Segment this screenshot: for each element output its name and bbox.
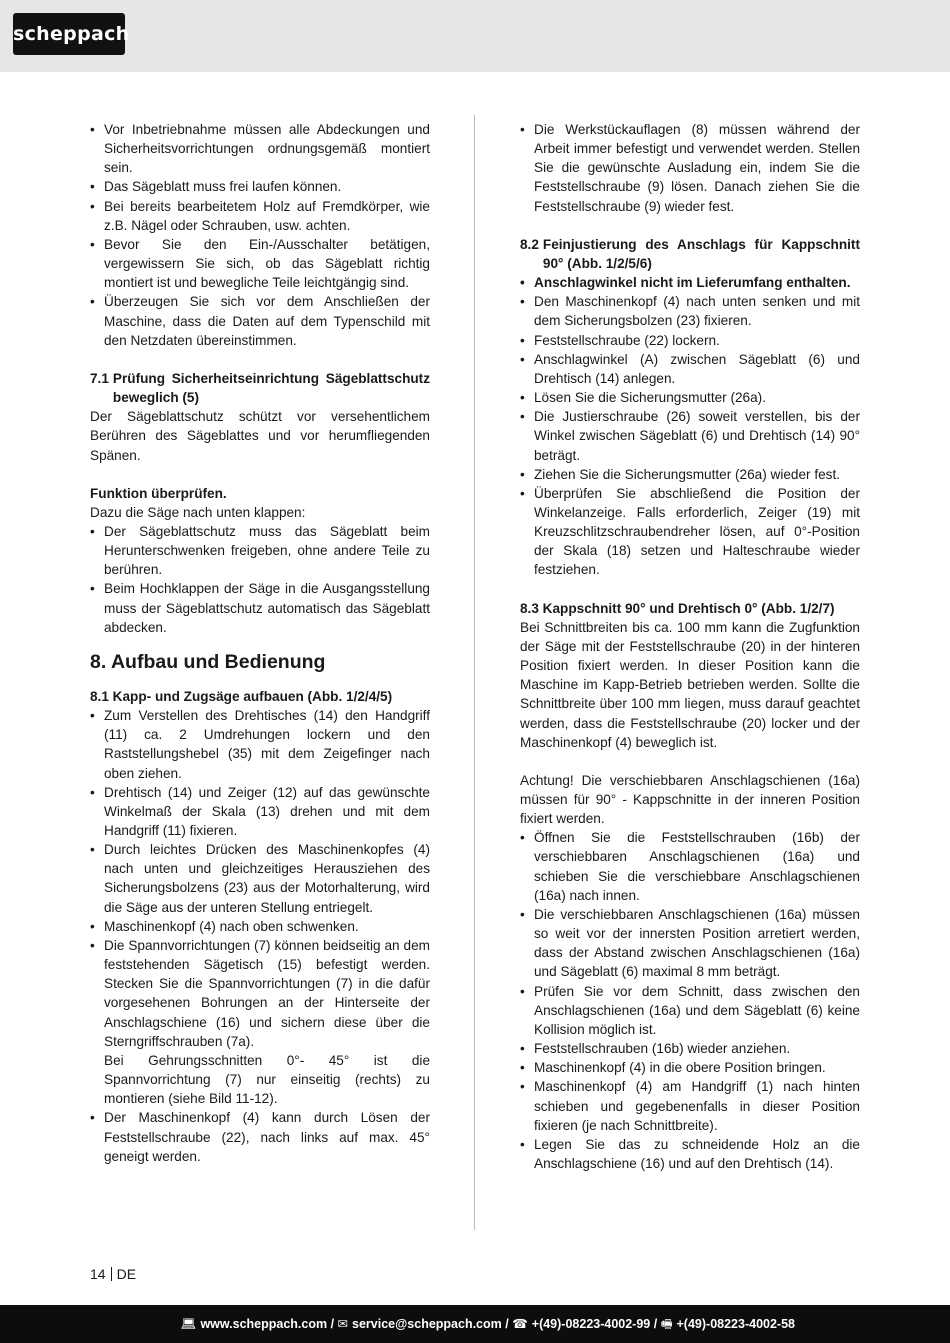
list-item: • Maschinenkopf (4) am Handgriff (1) nach hinten schieben und gegebenenfalls in dieser Position fixieren (je nach Schnittbreite). [520, 1077, 860, 1134]
section-heading-8-3: 8.3 Kappschnitt 90° und Drehtisch 0° (Abb. 1/2/7) [520, 600, 835, 616]
list-item: • Vor Inbetriebnahme müssen alle Abdeckungen und Sicherheitsvorrichtungen ordnungsgemäß montiert sein. [90, 120, 430, 177]
funktion-list [90, 522, 430, 637]
list-item: • Der Maschinenkopf (4) kann durch Lösen der Feststellschraube (22), nach links auf max. 45° geneigt werden. [90, 1108, 430, 1165]
list-item: • Anschlagwinkel (A) zwischen Sägeblatt (6) und Drehtisch (14) anlegen. [520, 350, 860, 388]
section-title: Prüfung Sicherheitseinrichtung Sägeblattschutz beweglich (5) [112, 370, 430, 406]
list-item: • Die verschiebbaren Anschlagschienen (16a) müssen so weit vor der innersten Position arretiert werden, dass der Abstand zwischen Anschlagschienen (16a) und Sägeblatt (6) maximal 8 mm beträgt. [520, 905, 860, 982]
list-item: • Drehtisch (14) und Zeiger (12) auf das gewünschte Winkelmaß der Skala (13) drehen und mit dem Handgriff (11) fixieren. [90, 783, 430, 840]
list-item: • Die Werkstückauflagen (8) müssen während der Arbeit immer befestigt und verwendet werden. Stellen Sie die gewünschte Ausladung ein, indem Sie die Feststellschraube (9) lösen. Danach ziehen Sie die Feststellschraube (9) wieder fest. [520, 120, 860, 216]
list-item: • Prüfen Sie vor dem Schnitt, dass zwischen den Anschlagschienen (16a) und dem Sägeblatt (6) keine Kollision möglich ist. [520, 982, 860, 1039]
list-item: • Legen Sie das zu schneidende Holz an die Anschlagschiene (16) und auf den Drehtisch (14). [520, 1135, 860, 1173]
cut-list [520, 828, 860, 1173]
paragraph: Der Sägeblattschutz schützt vor versehentlichem Berühren des Sägeblattes und vor herumfliegenden Spänen. [90, 409, 430, 463]
fax-icon: 🖷︎ [660, 1317, 673, 1331]
list-item-text: Die Spannvorrichtungen (7) können beidseitig an dem feststehenden Sägetisch (15) befestigt werden. Stecken Sie die Spannvorrichtungen (7) in die dafür vorgesehenen Bohrungen an der Hinterseite der Anschlagschiene (16) und sichern diese über die Sterngriffschrauben (7a). [104, 937, 430, 1049]
list-item: • Der Sägeblattschutz muss das Sägeblatt beim Herunterschwenken freigeben, ohne andere Teile zu berühren. [90, 522, 430, 579]
assembly-list [90, 706, 430, 1166]
mail-icon: ✉︎ [337, 1317, 348, 1331]
section-number: 8.2 [520, 236, 539, 252]
footer-website[interactable]: www.scheppach.com [200, 1317, 328, 1331]
list-item: • Ziehen Sie die Sicherungsmutter (26a) wieder fest. [520, 465, 860, 484]
page-number-separator [111, 1267, 112, 1281]
list-item: • Durch leichtes Drücken des Maschinenkopfes (4) nach unten und gleichzeitiges Herausziehen des Sicherungsbolzens (23) aus der Motorhalterung, wird die Säge aus der unteren Stellung entriegelt. [90, 840, 430, 917]
section-heading-8-2 [520, 235, 860, 273]
paragraph: Dazu die Säge nach unten klappen: [90, 504, 306, 520]
chapter-heading-8: 8. Aufbau und Bedienung [90, 650, 326, 673]
section-title: Feinjustierung des Anschlags für Kappschnitt 90° (Abb. 1/2/5/6) [542, 236, 860, 271]
list-item: • Die Justierschraube (26) soweit verstellen, bis der Winkel zwischen Sägeblatt (6) und Drehtisch (14) 90° beträgt. [520, 407, 860, 464]
right-column [520, 120, 860, 1173]
section-heading-8-1: 8.1 Kapp- und Zugsäge aufbauen (Abb. 1/2/4/5) [90, 688, 393, 704]
list-item: • Den Maschinenkopf (4) nach unten senken und mit dem Sicherungsbolzen (23) fixieren. [520, 292, 860, 330]
list-item: • Feststellschrauben (16b) wieder anziehen. [520, 1039, 860, 1058]
list-item [90, 936, 430, 1108]
left-column [90, 120, 430, 1166]
list-item-bold: • Anschlagwinkel nicht im Lieferumfang enthalten. [520, 273, 860, 292]
list-item: • Überzeugen Sie sich vor dem Anschließen der Maschine, dass die Daten auf dem Typenschild mit den Netzdaten übereinstimmen. [90, 292, 430, 349]
page-language: DE [116, 1266, 137, 1282]
paragraph: Bei Schnittbreiten bis ca. 100 mm kann die Zugfunktion der Säge mit der Feststellschraube (20) in der hinteren Position fixiert werden. In dieser Position kann die Maschine im Kapp-Betrieb betrieben werden. Sollte die Schnittbreite über 100 mm liegen, muss darauf geachtet werden, dass die Feststellschraube (20) locker und der Maschinenkopf (4) beweglich ist. [520, 619, 860, 750]
footer-separator: / [650, 1317, 661, 1331]
list-item: • Zum Verstellen des Drehtisches (14) den Handgriff (11) ca. 2 Umdrehungen lockern und den Raststellungshebel (35) mit dem Zeigefinger nach oben ziehen. [90, 706, 430, 783]
list-item: • Überprüfen Sie abschließend die Position der Winkelanzeige. Falls erforderlich, Zeiger (19) mit Kreuzschlitzschraubendreher lösen, auf 0°-Position der Skala (18) setzen und Halteschraube wieder festziehen. [520, 484, 860, 580]
footer-email[interactable]: service@scheppach.com [352, 1317, 502, 1331]
list-item: • Bevor Sie den Ein-/Ausschalter betätigen, vergewissern Sie sich, ob das Sägeblatt richtig montiert ist und bewegliche Teile leichtgängig sind. [90, 235, 430, 292]
footer-separator: / [327, 1317, 338, 1331]
list-item: • Das Sägeblatt muss frei laufen können. [90, 177, 430, 196]
adjust-list [520, 273, 860, 580]
list-item: • Lösen Sie die Sicherungsmutter (26a). [520, 388, 860, 407]
section-number: 7.1 [90, 370, 109, 386]
column-divider [474, 115, 475, 1230]
computer-icon: 💻︎ [180, 1317, 197, 1331]
list-item: • Beim Hochklappen der Säge in die Ausgangsstellung muss der Sägeblattschutz automatisch das Sägeblatt abdecken. [90, 579, 430, 636]
page-footer [0, 1305, 950, 1343]
page-number-value: 14 [90, 1266, 106, 1282]
list-item: • Bei bereits bearbeitetem Holz auf Fremdkörper, wie z.B. Nägel oder Schrauben, usw. achten. [90, 197, 430, 235]
footer-separator: / [501, 1317, 513, 1331]
footer-fax: +(49)-08223-4002-58 [676, 1317, 795, 1331]
list-item: • Maschinenkopf (4) in die obere Position bringen. [520, 1058, 860, 1077]
page-number [90, 1265, 136, 1283]
intro-list [520, 120, 860, 216]
section-heading-7-1 [90, 369, 430, 407]
page-header [0, 0, 950, 72]
footer-phone: +(49)-08223-4002-99 [531, 1317, 651, 1331]
list-item: • Maschinenkopf (4) nach oben schwenken. [90, 917, 430, 936]
brand-logo: scheppach [13, 13, 125, 55]
phone-icon: ☎︎ [512, 1317, 528, 1331]
intro-list [90, 120, 430, 350]
list-item: • Feststellschraube (22) lockern. [520, 331, 860, 350]
list-item-note: Bei Gehrungsschnitten 0°- 45° ist die Spannvorrichtung (7) nur einseitig (rechts) zu montieren (siehe Bild 11-12). [104, 1052, 430, 1107]
list-item: • Öffnen Sie die Feststellschrauben (16b) der verschiebbaren Anschlagschienen (16a) und schieben Sie die verschiebbare Anschlagschienen (16a) nach innen. [520, 828, 860, 905]
subheading-funktion: Funktion überprüfen. [90, 485, 227, 501]
paragraph-warning: Achtung! Die verschiebbaren Anschlagschienen (16a) müssen für 90° - Kappschnitte in der inneren Position fixiert werden. [520, 772, 860, 827]
